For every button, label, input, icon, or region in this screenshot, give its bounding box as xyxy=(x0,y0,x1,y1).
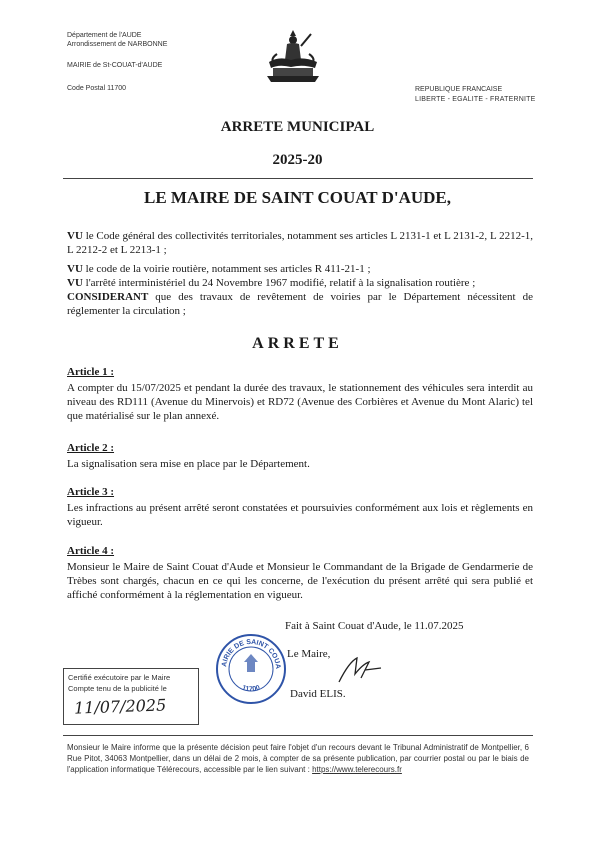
mairie-line: MAIRIE de St-COUAT-d'AUDE xyxy=(67,62,163,69)
preamble-vu-cgct: VU le Code général des collectivités territoriales, notamment ses articles L 2131-1 et L 2131-2, L 2212-1, L 2212-2 et L 2213-1 ; xyxy=(67,230,533,256)
certification-line-2: Compte tenu de la publicité le xyxy=(68,684,167,693)
marianne-emblem-icon xyxy=(263,26,323,88)
republic-line: REPUBLIQUE FRANCAISE xyxy=(415,86,503,93)
preamble-considerant: CONSIDERANT que des travaux de revêtement de voiries par le Département nécessitent de réglementer la circulation ; xyxy=(67,291,533,317)
telerecours-link[interactable]: https://www.telerecours.fr xyxy=(312,765,402,774)
title-divider xyxy=(63,178,533,179)
postal-code-line: Code Postal 11700 xyxy=(67,85,127,92)
document-type: ARRETE MUNICIPAL xyxy=(220,119,375,135)
appeal-notice: Monsieur le Maire informe que la présente décision peut faire l'objet d'un recours devant le Tribunal Administratif de Montpellier, 6 Rue Pitot, 34063 Montpellier, dans un délai de 2 mois, à compter de sa présente publication, par courrier postal ou par le biais de l'application informatique Télérecours, accessible par le lien suivant : https://www.telerecours.fr xyxy=(67,743,529,774)
preamble-vu-arrete: VU l'arrêté interministériel du 24 Novembre 1967 modifié, relatif à la signalisation routière ; xyxy=(67,277,476,289)
stamp-bottom-text: 11700 xyxy=(240,684,261,694)
article-1-title: Article 1 : xyxy=(67,366,115,378)
considerant-lead: CONSIDERANT xyxy=(67,291,149,303)
place-date: Fait à Saint Couat d'Aude, le 11.07.2025 xyxy=(285,620,464,632)
article-4-text: Monsieur le Maire de Saint Couat d'Aude et Monsieur le Commandant de la Brigade de Gendarmerie de Trèbes sont chargés, chacun en ce qui les concerne, de l'exécution du présent arrêté qui sera publié et affiché conformément à la réglementation en vigueur. xyxy=(67,561,533,601)
authority-title: LE MAIRE DE SAINT COUAT D'AUDE, xyxy=(144,188,451,207)
vu-lead: VU xyxy=(67,230,83,242)
department-line: Département de l'AUDE xyxy=(67,32,142,39)
signer-role: Le Maire, xyxy=(287,648,331,660)
arrondissement-line: Arrondissement de NARBONNE xyxy=(67,41,168,48)
stamp-top-text: AIRIE DE SAINT COUA xyxy=(221,638,282,669)
motto-line: LIBERTE - EGALITE - FRATERNITE xyxy=(415,96,536,103)
certification-box xyxy=(63,668,199,725)
mairie-stamp xyxy=(214,632,288,706)
signer-name: David ELIS. xyxy=(290,688,346,700)
document-number: 2025-20 xyxy=(272,152,323,168)
certification-line-1: Certifié exécutoire par le Maire xyxy=(68,673,171,682)
article-4-title: Article 4 : xyxy=(67,545,115,557)
signature-icon xyxy=(335,652,385,688)
vu-lead: VU xyxy=(67,263,83,275)
article-2-title: Article 2 : xyxy=(67,442,115,454)
article-1-text: A compter du 15/07/2025 et pendant la durée des travaux, le stationnement des véhicules sera interdit au niveau des RD111 (Avenue du Minervois) et RD72 (Avenue des Corbières et Avenue du Mont Alaric) tel que matérialisé sur le plan annexé. xyxy=(67,382,533,422)
arrete-heading: ARRETE xyxy=(252,335,343,352)
preamble-vu-voirie: VU le code de la voirie routière, notamment ses articles R 411-21-1 ; xyxy=(67,263,371,275)
vu-lead: VU xyxy=(67,277,83,289)
article-3-text: Les infractions au présent arrêté seront constatées et poursuivies conformément aux lois et règlements en vigueur. xyxy=(67,502,533,528)
handwritten-date: 11/07/2025 xyxy=(73,695,167,718)
footer-divider xyxy=(63,735,533,736)
article-3-title: Article 3 : xyxy=(67,486,115,498)
article-2-text: La signalisation sera mise en place par le Département. xyxy=(67,458,310,470)
